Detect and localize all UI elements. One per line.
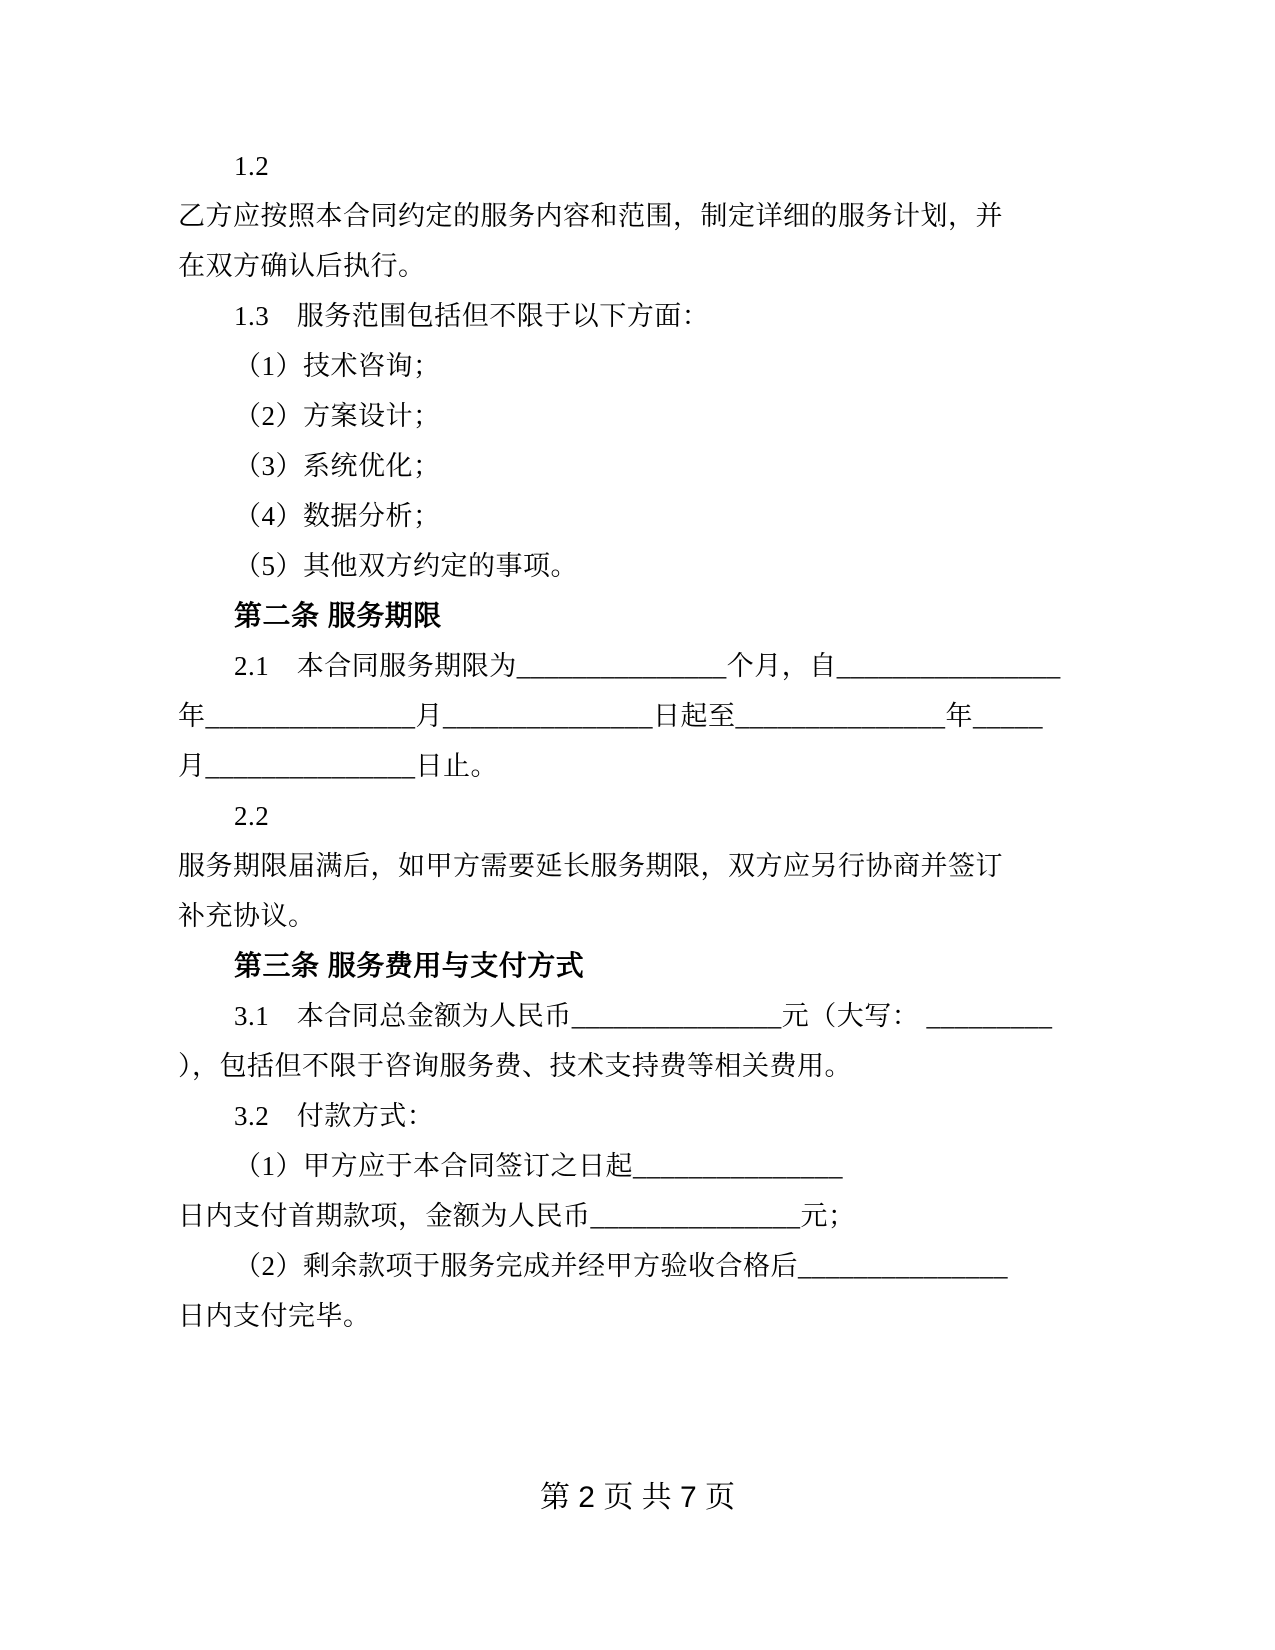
payment-item-2-line1: （2）剩余款项于服务完成并经甲方验收合格后_______________	[234, 1251, 1008, 1281]
clause-3-2-line: 3.2 付款方式：	[234, 1101, 435, 1131]
page-number-footer: 第 2 页 共 7 页	[539, 1481, 736, 1514]
clause-2-2-text-line1: 服务期限届满后，如甲方需要延长服务期限，双方应另行协商并签订	[178, 851, 1003, 881]
scope-item-3: （3）系统优化；	[234, 451, 441, 481]
clause-2-2-text-line2: 补充协议。	[178, 901, 316, 931]
payment-item-1-line1: （1）甲方应于本合同签订之日起_______________	[234, 1151, 843, 1181]
scope-item-5: （5）其他双方约定的事项。	[234, 551, 578, 581]
clause-3-1-line1: 3.1 本合同总金额为人民币_______________元（大写： _________	[234, 1001, 1053, 1031]
clause-2-1-line3: 月_______________日止。	[178, 751, 498, 781]
clause-2-1-line1: 2.1 本合同服务期限为_______________个月，自________________	[234, 651, 1061, 681]
scope-item-2: （2）方案设计；	[234, 401, 441, 431]
payment-item-1-line2: 日内支付首期款项，金额为人民币_______________元；	[178, 1201, 856, 1231]
article-2-heading: 第二条 服务期限	[234, 600, 442, 631]
payment-item-2-line2: 日内支付完毕。	[178, 1301, 371, 1331]
clause-3-1-line2: ），包括但不限于咨询服务费、技术支持费等相关费用。	[178, 1051, 852, 1081]
clause-2-1-line2: 年_______________月_______________日起至_______________年_____	[178, 701, 1043, 731]
clause-1-2-label: 1.2	[234, 151, 270, 181]
clause-2-2-label: 2.2	[234, 801, 270, 831]
scope-item-4: （4）数据分析；	[234, 501, 441, 531]
scope-item-1: （1）技术咨询；	[234, 351, 441, 381]
article-3-heading: 第三条 服务费用与支付方式	[234, 950, 585, 981]
clause-1-2-text-line2: 在双方确认后执行。	[178, 251, 426, 281]
clause-1-3-line: 1.3 服务范围包括但不限于以下方面：	[234, 301, 710, 331]
clause-1-2-text-line1: 乙方应按照本合同约定的服务内容和范围，制定详细的服务计划，并	[178, 201, 1003, 231]
contract-body	[178, 141, 1090, 1341]
